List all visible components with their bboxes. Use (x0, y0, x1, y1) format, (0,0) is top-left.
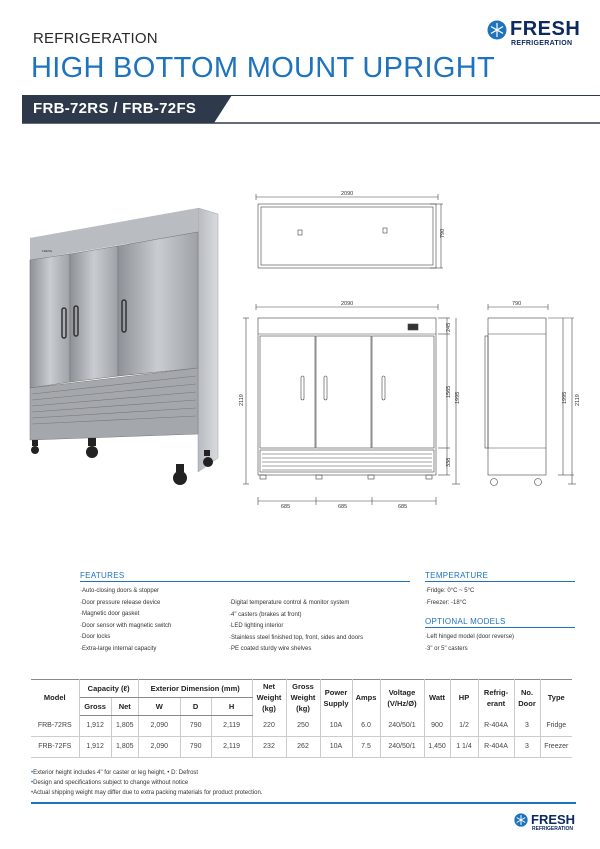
svg-text:FRESH: FRESH (42, 249, 53, 253)
col-exterior: Exterior Dimension (mm) (138, 680, 252, 698)
top-view-width: 2090 (341, 191, 354, 197)
door-width-2: 685 (338, 504, 348, 510)
table-cell: 7.5 (352, 736, 380, 757)
features-title: FEATURES (80, 571, 125, 580)
front-view-width: 2090 (341, 301, 354, 307)
front-view-door-height: 1565 (446, 385, 452, 398)
table-cell: 10A (320, 715, 352, 736)
temperature-title: TEMPERATURE (425, 571, 489, 580)
col-capacity: Capacity (ℓ) (79, 680, 138, 698)
table-cell: 2,090 (138, 736, 180, 757)
col-net-weight: Net Weight (kg) (252, 680, 286, 716)
col-refrigerant: Refrig-erant (478, 680, 514, 716)
feature-item: · Digital temperature control & monitor system (229, 598, 363, 610)
logo-sub: REFRIGERATION (511, 40, 573, 47)
col-gross: Gross (79, 697, 111, 715)
table-cell: 262 (286, 736, 320, 757)
side-view-depth: 790 (512, 301, 522, 307)
category-label: REFRIGERATION (33, 30, 158, 47)
table-cell: 2,090 (138, 715, 180, 736)
feature-item: · Door locks (80, 632, 171, 644)
col-model: Model (31, 680, 79, 716)
temperature-item: · Fridge: 0°C ~ 5°C (425, 586, 474, 598)
snowflake-globe-icon (487, 20, 507, 40)
optional-item: · 3" or 5" casters (425, 644, 514, 656)
feature-item: · Door pressure release device (80, 598, 171, 610)
col-w: W (138, 697, 180, 715)
feature-item: · 4" casters (brakes at front) (229, 610, 363, 622)
feature-item: · Auto-closing doors & stopper (80, 586, 171, 598)
table-cell: Freezer (540, 736, 572, 757)
col-gross-weight: Gross Weight (kg) (286, 680, 320, 716)
table-cell: 1/2 (450, 715, 478, 736)
col-d: D (180, 697, 211, 715)
feature-item: · Extra-large internal capacity (80, 644, 171, 656)
page-title: HIGH BOTTOM MOUNT UPRIGHT (31, 52, 495, 84)
front-view-height-total: 2119 (239, 394, 245, 406)
table-cell: 1,450 (424, 736, 450, 757)
door-width-1: 685 (281, 504, 291, 510)
table-cell: 232 (252, 736, 286, 757)
col-power: Power Supply (320, 680, 352, 716)
table-cell: FRB-72FS (31, 736, 79, 757)
side-view-height-total: 2119 (575, 394, 581, 406)
table-cell: 1,805 (111, 736, 138, 757)
table-cell: 1,912 (79, 736, 111, 757)
col-watt: Watt (424, 680, 450, 716)
technical-drawings (238, 186, 593, 526)
col-doors: No. Door (514, 680, 540, 716)
table-cell: 1,912 (79, 715, 111, 736)
table-row (31, 736, 572, 757)
spec-table (31, 679, 572, 758)
footer-logo-sub: REFRIGERATION (532, 826, 574, 832)
table-cell: 900 (424, 715, 450, 736)
temperature-divider (425, 581, 575, 582)
table-cell: 6.0 (352, 715, 380, 736)
note-item: • Actual shipping weight may differ due to extra packing materials for product protection. (31, 788, 262, 798)
table-cell: 3 (514, 715, 540, 736)
table-cell: R-404A (478, 736, 514, 757)
optional-title: OPTIONAL MODELS (425, 617, 506, 626)
note-item: • Exterior height includes 4" for caster or leg height, • D: Defrost (31, 768, 262, 778)
table-cell: 250 (286, 715, 320, 736)
col-hp: HP (450, 680, 478, 716)
table-cell: 1,805 (111, 715, 138, 736)
brand-logo (487, 18, 587, 54)
front-view-height-body: 1995 (455, 391, 461, 404)
table-cell: 240/50/1 (380, 736, 424, 757)
front-view-bottom: 338 (446, 457, 452, 467)
col-net: Net (111, 697, 138, 715)
side-view-height-body: 1995 (562, 391, 568, 404)
col-h: H (211, 697, 252, 715)
table-cell: 790 (180, 715, 211, 736)
feature-item: · LED lighting interior (229, 621, 363, 633)
footer-divider (31, 802, 576, 804)
table-row (31, 715, 572, 736)
feature-item: · PE coated sturdy wire shelves (229, 644, 363, 656)
table-cell: 240/50/1 (380, 715, 424, 736)
table-cell: 2,119 (211, 736, 252, 757)
optional-item: · Left hinged model (door reverse) (425, 632, 514, 644)
table-cell: Fridge (540, 715, 572, 736)
footer-logo (514, 812, 584, 836)
top-view-depth: 790 (440, 228, 446, 238)
table-cell: 1 1/4 (450, 736, 478, 757)
front-view-top-panel: 245 (446, 322, 452, 332)
table-cell: R-404A (478, 715, 514, 736)
temperature-list (425, 586, 474, 609)
product-photo (18, 200, 233, 490)
optional-divider (425, 627, 575, 628)
temperature-item: · Freezer: -18°C (425, 598, 474, 610)
col-voltage: Voltage (V/Hz/Ø) (380, 680, 424, 716)
features-list-2 (229, 598, 363, 656)
door-width-3: 685 (398, 504, 408, 510)
table-cell: 220 (252, 715, 286, 736)
features-list-1 (80, 586, 171, 656)
notes-list (31, 768, 262, 798)
table-cell: 790 (180, 736, 211, 757)
col-type: Type (547, 693, 565, 702)
logo-brand: FRESH (510, 18, 581, 40)
table-cell: 2,119 (211, 715, 252, 736)
feature-item: · Magnetic door gasket (80, 609, 171, 621)
col-amps: Amps (352, 680, 380, 716)
feature-item: · Stainless steel finished top, front, sides and doors (229, 633, 363, 645)
table-cell: 10A (320, 736, 352, 757)
optional-list (425, 632, 514, 655)
table-cell: 3 (514, 736, 540, 757)
footer-logo-brand: FRESH (531, 812, 576, 827)
table-cell: FRB-72RS (31, 715, 79, 736)
model-title: FRB-72RS / FRB-72FS (33, 100, 197, 117)
features-divider (80, 581, 410, 582)
snowflake-globe-icon (514, 813, 528, 827)
note-item: • Design and specifications subject to change without notice (31, 778, 262, 788)
feature-item: · Door sensor with magnetic switch (80, 621, 171, 633)
